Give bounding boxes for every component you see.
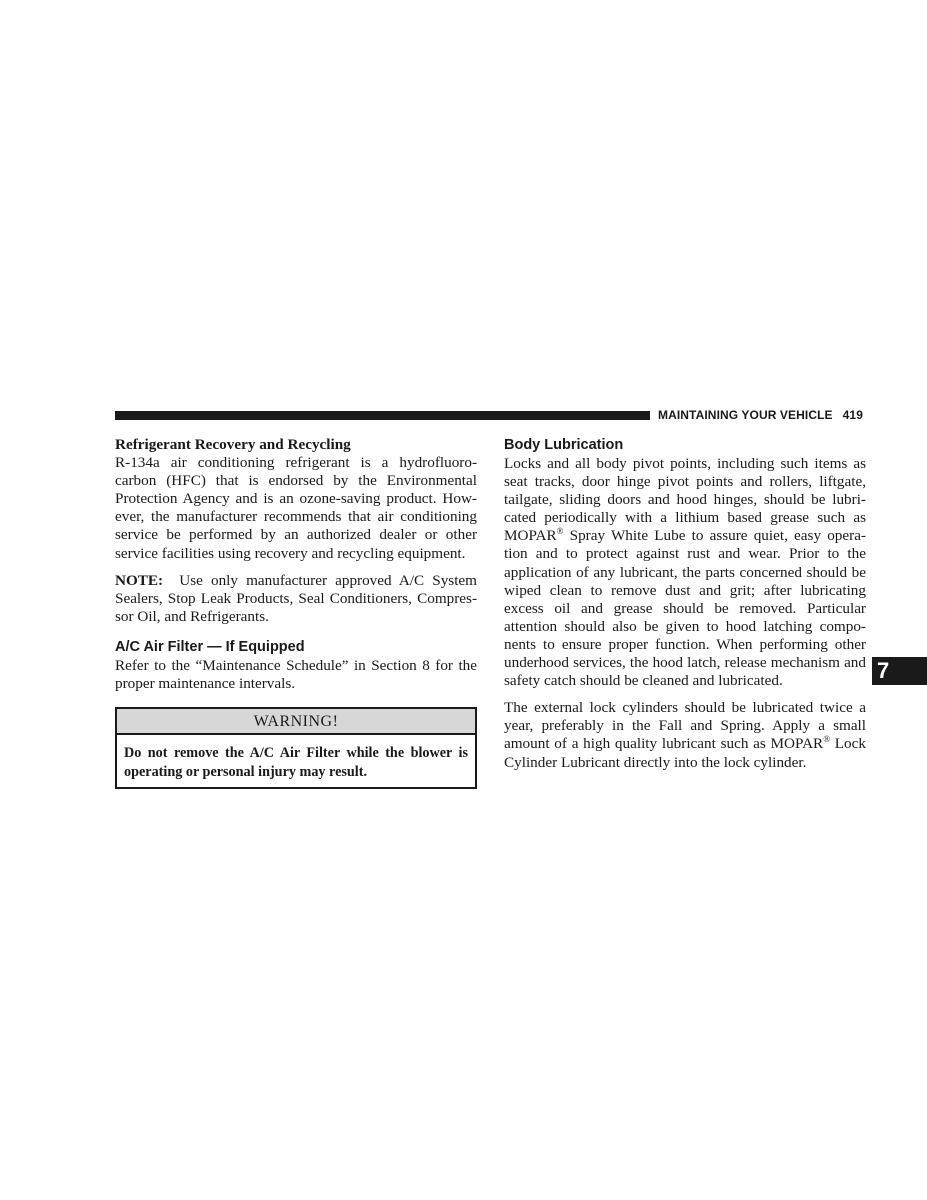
right-column xyxy=(504,436,866,772)
registered-mark: ® xyxy=(823,734,831,745)
section-tab: 7 xyxy=(872,657,927,685)
body-lubrication-heading: Body Lubrication xyxy=(504,437,624,453)
running-header xyxy=(658,408,863,422)
page-number: 419 xyxy=(842,408,863,422)
body-lubrication-paragraph xyxy=(504,455,866,690)
body-lubrication-text-1: Locks and all body pivot points, including such items as seat tracks, door hinge pivot points and rollers, liftgate, tailgate, sliding doors and hood hinges, should be lubri- cated periodically with a lithium based grease such as MOPAR xyxy=(504,455,866,545)
lock-cylinder-text-1: The external lock cylinders should be lubricated twice a year, preferably in the Fall and Spring. Apply a small amount of a high quality lubricant such as MOPAR xyxy=(504,699,866,753)
left-column xyxy=(115,436,477,789)
lock-cylinder-paragraph xyxy=(504,699,866,771)
warning-text: Do not remove the A/C Air Filter while the blower is operating or personal injury may result. xyxy=(124,745,468,780)
note-paragraph xyxy=(115,572,477,626)
refrigerant-paragraph: R-134a air conditioning refrigerant is a hydrofluoro- carbon (HFC) that is endorsed by the Environmental Protection Agency and is an ozone-saving product. How- ever, the manufacturer recommends that air conditioning service be performed by an authorized dealer or other service facilities using recovery and recycling equipment. xyxy=(115,454,477,562)
section-title: MAINTAINING YOUR VEHICLE xyxy=(658,408,833,422)
header-rule xyxy=(115,411,650,420)
ac-filter-heading: A/C Air Filter — If Equipped xyxy=(115,638,305,655)
ac-filter-paragraph: Refer to the “Maintenance Schedule” in Section 8 for the proper maintenance intervals. xyxy=(115,656,477,693)
warning-box xyxy=(115,707,477,789)
lock-cylinder-text-2: Lock Cylinder Lubricant directly into the lock cylinder. xyxy=(504,735,866,771)
body-lubrication-text-2: Spray White Lube to assure quiet, easy opera- tion and to protect against rust and wear. Prior to the application of any lubricant, the parts concerned should be wiped clean to remove dust and grit; after lubricating excess oil and grease should be removed. Particular attention should also be given to hood latching compo- nents to ensure proper function. When performing other underhood services, the hood latch, release mechanism and safety catch should be cleaned and lubricated. xyxy=(504,527,866,690)
refrigerant-heading: Refrigerant Recovery and Recycling xyxy=(115,436,351,453)
note-label: NOTE: xyxy=(115,571,164,589)
warning-title: WARNING! xyxy=(117,709,475,735)
registered-mark: ® xyxy=(556,526,564,537)
note-text: Use only manufacturer approved A/C System Sealers, Stop Leak Products, Seal Conditioners, Compres- sor Oil, and Refrigerants. xyxy=(115,571,477,625)
